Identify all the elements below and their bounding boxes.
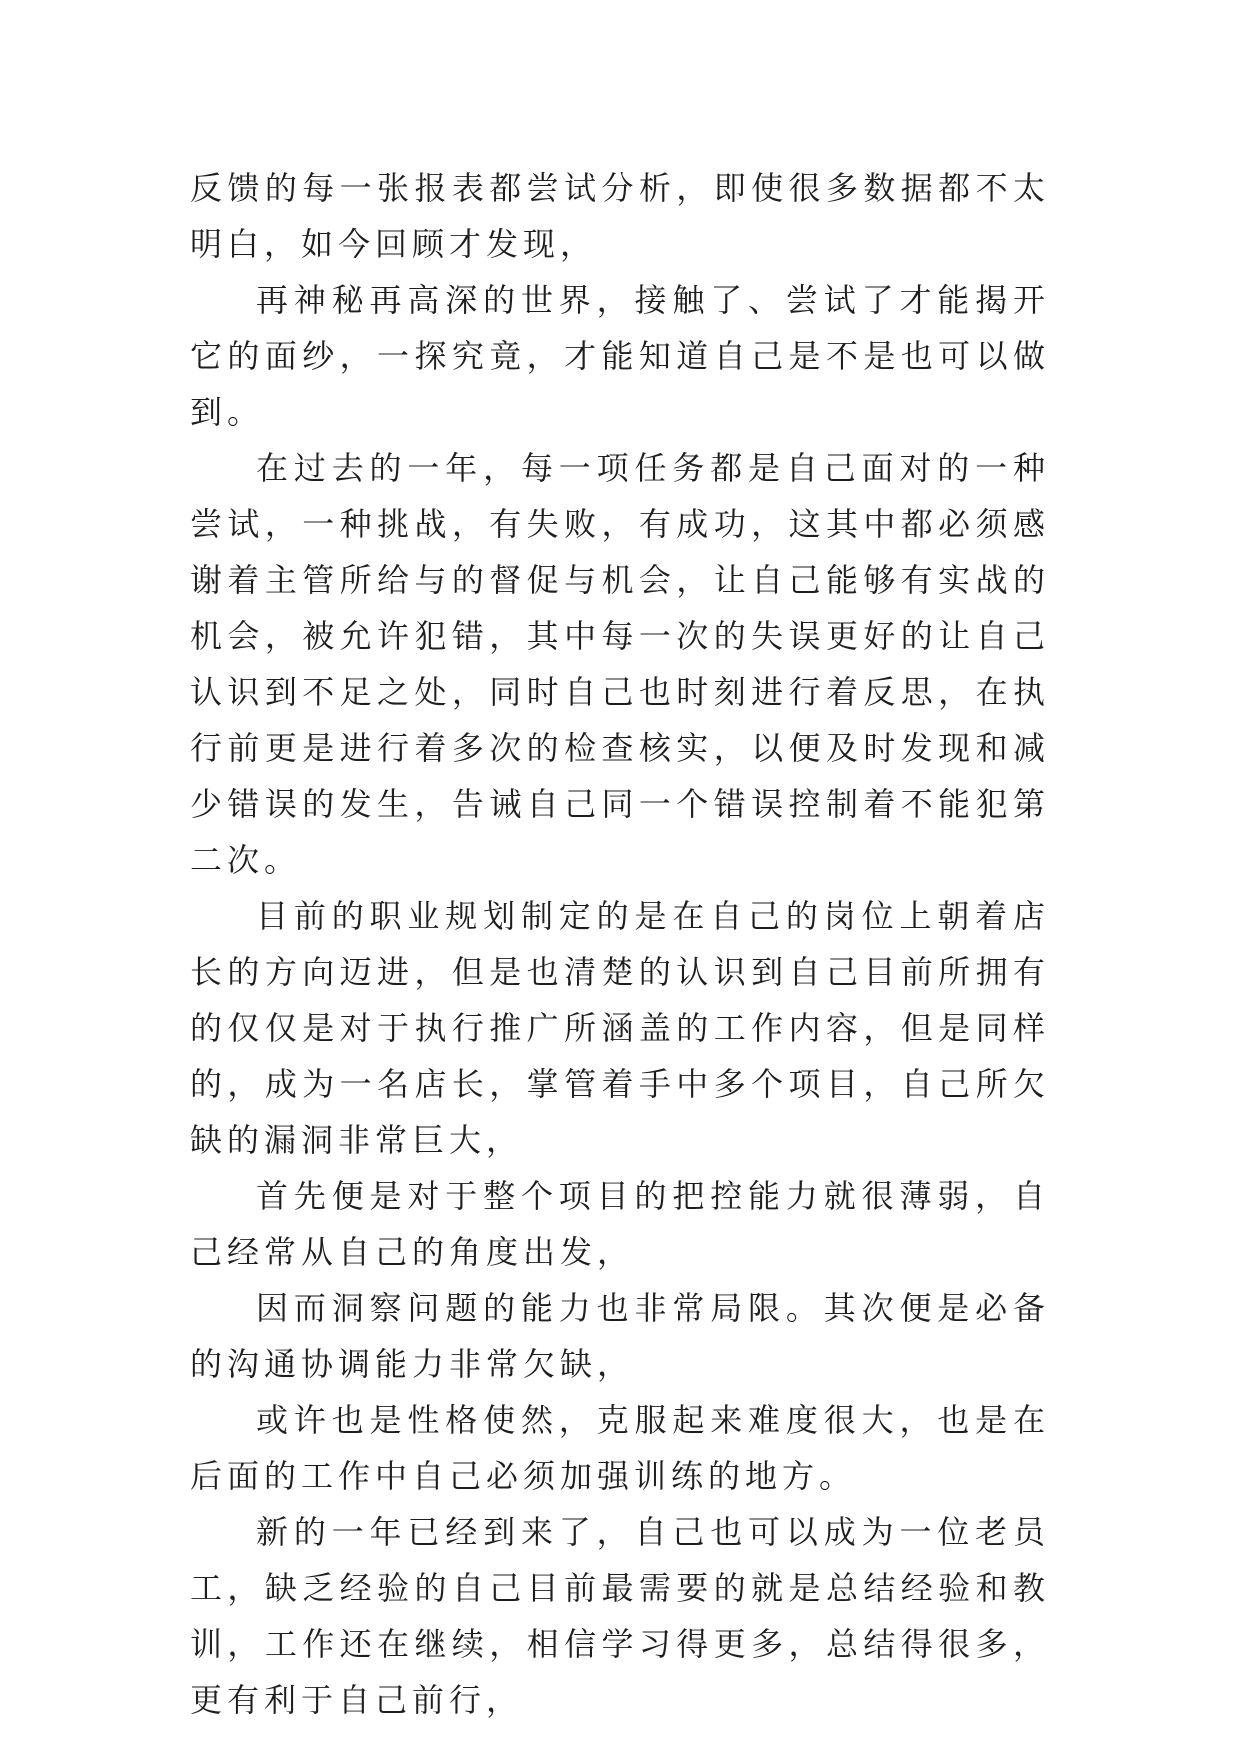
paragraph-4: 目前的职业规划制定的是在自己的岗位上朝着店长的方向迈进，但是也清楚的认识到自己目前所拥有的仅仅是对于执行推广所涵盖的工作内容，但是同样的，成为一名店长，掌管着手中多个项目，自己所欠缺的漏洞非常巨大， [190,897,1050,1159]
document-body [190,160,1050,1728]
paragraph-2: 再神秘再高深的世界，接触了、尝试了才能揭开它的面纱，一探究竟，才能知道自己是不是也可以做到。 [190,281,1050,431]
paragraph-6: 因而洞察问题的能力也非常局限。其次便是必备的沟通协调能力非常欠缺， [190,1289,1050,1383]
paragraph-5: 首先便是对于整个项目的把控能力就很薄弱，自己经常从自己的角度出发， [190,1177,1050,1271]
paragraph-8: 新的一年已经到来了，自己也可以成为一位老员工，缺乏经验的自己目前最需要的就是总结经验和教训，工作还在继续，相信学习得更多，总结得很多，更有利于自己前行， [190,1513,1050,1719]
paragraph-7: 或许也是性格使然，克服起来难度很大，也是在后面的工作中自己必须加强训练的地方。 [190,1401,1050,1495]
paragraph-3: 在过去的一年，每一项任务都是自己面对的一种尝试，一种挑战，有失败，有成功，这其中都必须感谢着主管所给与的督促与机会，让自己能够有实战的机会，被允许犯错，其中每一次的失误更好的让自己认识到不足之处，同时自己也时刻进行着反思，在执行前更是进行着多次的检查核实，以便及时发现和减少错误的发生，告诫自己同一个错误控制着不能犯第二次。 [190,449,1050,879]
paragraph-1: 反馈的每一张报表都尝试分析，即使很多数据都不太明白，如今回顾才发现， [190,169,1050,263]
